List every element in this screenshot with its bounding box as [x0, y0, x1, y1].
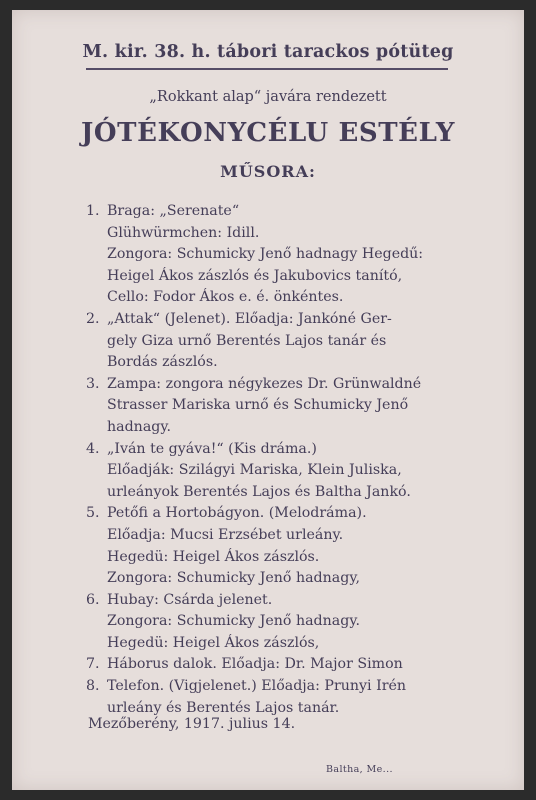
- item-line: Hubay: Csárda jelenet.: [107, 591, 273, 608]
- programme-item: [86, 309, 456, 374]
- item-line: Telefon. (Vigjelenet.) Előadja: Prunyi Irén: [107, 678, 407, 695]
- regiment-title: M. kir. 38. h. tábori tarackos pótüteg: [82, 42, 454, 62]
- item-number: 4.: [86, 440, 100, 457]
- programme-item: [86, 590, 456, 655]
- item-line: Zampa: zongora négykezes Dr. Grünwaldné: [107, 375, 422, 392]
- item-line: „Attak“ (Jelenet). Előadja: Jankóné Ger-: [107, 310, 392, 327]
- item-number: 1.: [86, 203, 100, 219]
- item-number: 2.: [86, 310, 100, 327]
- item-number: 6.: [86, 591, 100, 608]
- item-line: Glühwürmchen: Idill.: [107, 224, 260, 241]
- item-line: urleány és Berentés Lajos tanár.: [107, 699, 340, 716]
- item-line: Zongora: Schumicky Jenő hadnagy Hegedű:: [107, 246, 424, 263]
- item-line: Heigel Ákos zászlós és Jakubovics tanító,: [107, 267, 403, 284]
- occasion-line: „Rokkant alap“ javára rendezett: [149, 89, 387, 105]
- title-underline: [86, 68, 448, 70]
- item-line: Hegedü: Heigel Ákos zászlós,: [107, 634, 320, 651]
- item-line: hadnagy.: [107, 418, 171, 435]
- item-line: Zongora: Schumicky Jenő hadnagy,: [107, 570, 360, 587]
- programme-item: [86, 201, 456, 309]
- item-line: Háborus dalok. Előadja: Dr. Major Simon: [107, 656, 403, 673]
- item-line: Cello: Fodor Ákos e. é. önkéntes.: [107, 289, 344, 306]
- item-line: Előadja: Mucsi Erzsébet urleány.: [107, 526, 344, 543]
- item-line: urleányok Berentés Lajos és Baltha Jankó.: [107, 483, 411, 500]
- item-line: „Iván te gyáva!“ (Kis dráma.): [107, 440, 317, 457]
- item-number: 7.: [86, 656, 100, 673]
- item-line: Braga: „Serenate“: [107, 203, 240, 219]
- printer-mark: Baltha, Me...: [326, 764, 393, 775]
- item-line: Petőfi a Hortobágyon. (Melodráma).: [107, 505, 367, 522]
- event-title: JÓTÉKONYCÉLU ESTÉLY: [81, 118, 455, 148]
- place-date: Mezőberény, 1917. julius 14.: [88, 716, 296, 732]
- programme-item: [86, 654, 456, 676]
- programme-item: [86, 439, 456, 504]
- programme-item: [86, 374, 456, 439]
- programme-item: [86, 503, 456, 589]
- item-line: gely Giza urnő Berentés Lajos tanár és: [107, 332, 387, 349]
- item-line: Előadják: Szilágyi Mariska, Klein Juliska,: [107, 462, 402, 479]
- item-number: 3.: [86, 375, 100, 392]
- item-line: Bordás zászlós.: [107, 354, 218, 371]
- item-line: Hegedü: Heigel Ákos zászlós.: [107, 548, 320, 565]
- item-number: 8.: [86, 678, 100, 695]
- item-number: 5.: [86, 505, 100, 522]
- programme-list: [86, 201, 456, 719]
- programme-label: MŰSORA:: [220, 162, 316, 181]
- item-line: Zongora: Schumicky Jenő hadnagy.: [107, 613, 360, 630]
- programme-item: [86, 676, 456, 719]
- item-line: Strasser Mariska urnő és Schumicky Jenő: [107, 397, 409, 414]
